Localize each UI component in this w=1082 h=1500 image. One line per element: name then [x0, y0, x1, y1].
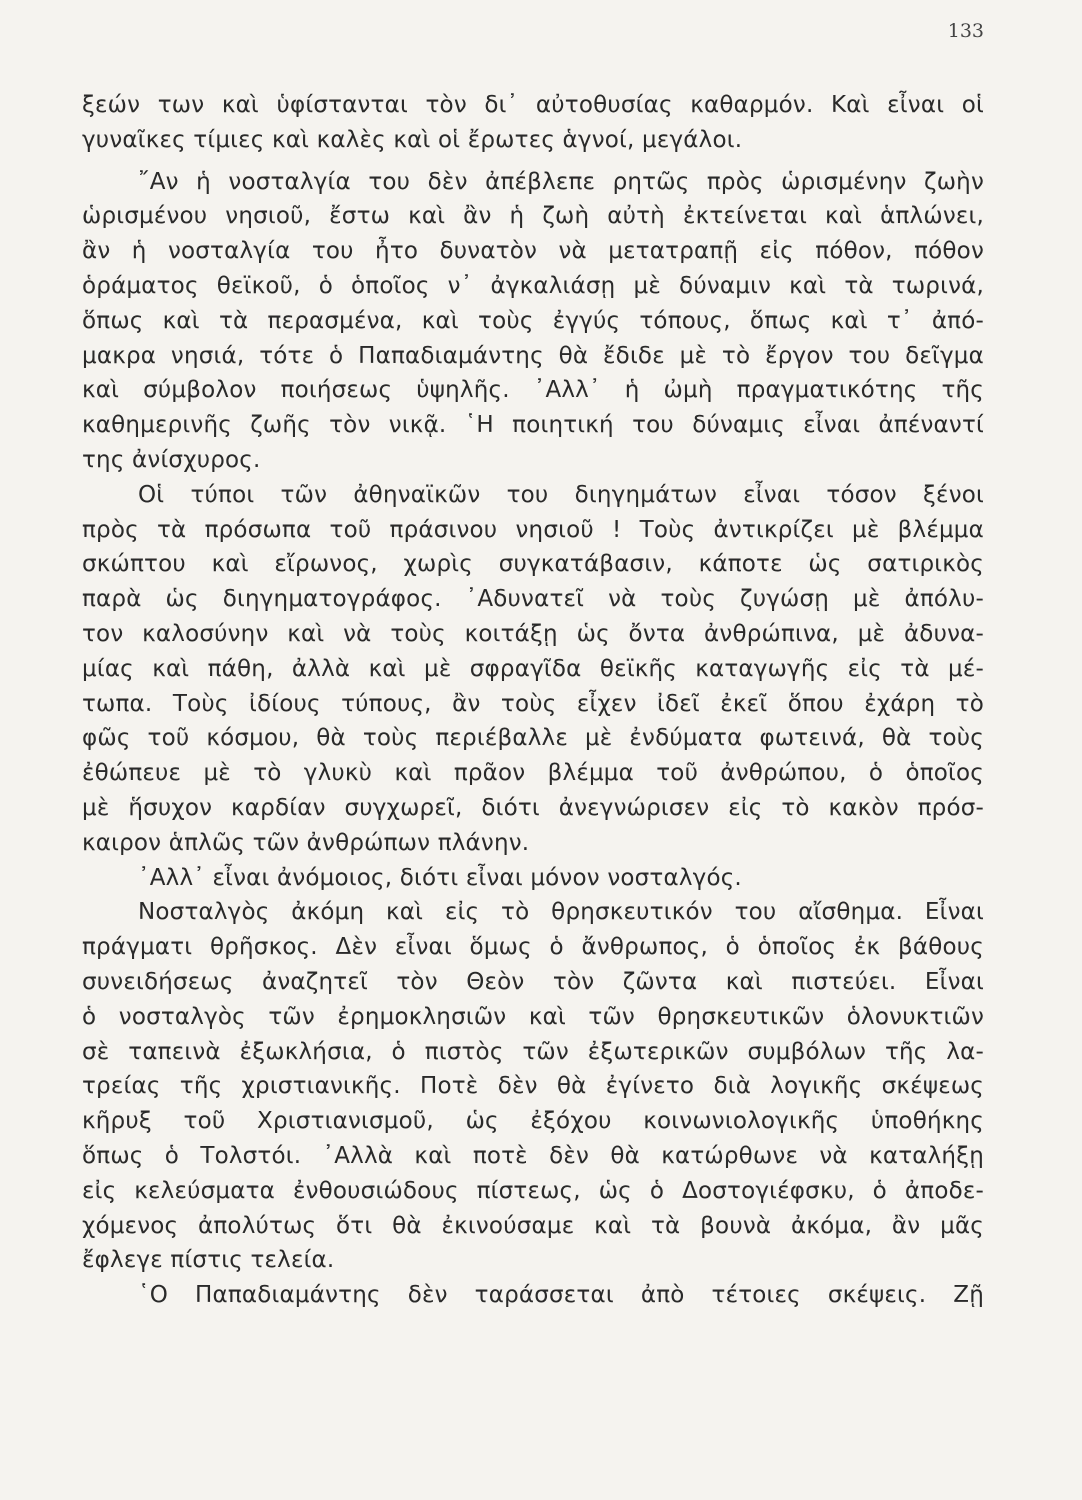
text-line: πράγματι θρῆσκος. Δὲν εἶναι ὅμως ὁ ἄνθρωπος, ὁ ὁποῖος ἐκ βάθους [82, 934, 984, 961]
text-line: ἐθώπευε μὲ τὸ γλυκὺ καὶ πρᾶον βλέμμα τοῦ ἀνθρώπου, ὁ ὁποῖος [82, 760, 984, 787]
text-line: συνειδήσεως ἀναζητεῖ τὸν Θεὸν τὸν ζῶντα καὶ πιστεύει. Εἶναι [82, 968, 984, 995]
text-line: ὁ νοσταλγὸς τῶν ἐρημοκλησιῶν καὶ τῶν θρησκευτικῶν ὁλονυκτιῶν [82, 1003, 984, 1030]
text-line: καθημερινῆς ζωῆς τὸν νικᾷ. ῾Η ποιητική του δύναμις εἶναι ἀπέναντί [82, 412, 984, 439]
text-line: Νοσταλγὸς ἀκόμη καὶ εἰς τὸ θρησκευτικόν του αἴσθημα. Εἶναι [138, 899, 984, 926]
text-line: ῾Ο Παπαδιαμάντης δὲν ταράσσεται ἀπὸ τέτοιες σκέψεις. Ζῇ [138, 1282, 984, 1309]
text-line: γυναῖκες τίμιες καὶ καλὲς καὶ οἱ ἔρωτες ἁγνοί, μεγάλοι. [82, 126, 743, 153]
text-line: φῶς τοῦ κόσμου, θὰ τοὺς περιέβαλλε μὲ ἐνδύματα φωτεινά, θὰ τοὺς [82, 725, 984, 752]
text-line: καὶ σύμβολον ποιήσεως ὑψηλῆς. ᾽Αλλ᾽ ἡ ὠμὴ πραγματικότης τῆς [82, 377, 984, 404]
text-line: σὲ ταπεινὰ ἐξωκλήσια, ὁ πιστὸς τῶν ἐξωτερικῶν συμβόλων τῆς λα- [82, 1038, 984, 1065]
text-line: μίας καὶ πάθη, ἀλλὰ καὶ μὲ σφραγῖδα θεϊκῆς καταγωγῆς εἰς τὰ μέ- [82, 655, 984, 682]
text-line: τωπα. Τοὺς ἰδίους τύπους, ἂν τοὺς εἶχεν ἰδεῖ ἐκεῖ ὅπου ἐχάρη τὸ [82, 690, 984, 717]
text-line: παρὰ ὡς διηγηματογράφος. ᾽Αδυνατεῖ νὰ τοὺς ζυγώσῃ μὲ ἀπόλυ- [82, 586, 984, 613]
text-line: τον καλοσύνην καὶ νὰ τοὺς κοιτάξῃ ὡς ὄντα ἀνθρώπινα, μὲ ἀδυνα- [82, 620, 984, 647]
text-line: πρὸς τὰ πρόσωπα τοῦ πράσινου νησιοῦ ! Τοὺς ἀντικρίζει μὲ βλέμμα [82, 516, 984, 543]
text-line: καιρον ἁπλῶς τῶν ἀνθρώπων πλάνην. [82, 829, 530, 856]
text-line: ὅπως καὶ τὰ περασμένα, καὶ τοὺς ἐγγύς τόπους, ὅπως καὶ τ᾽ ἀπό- [82, 307, 984, 334]
text-line: μακρα νησιά, τότε ὁ Παπαδιαμάντης θὰ ἔδιδε μὲ τὸ ἔργον του δεῖγμα [82, 342, 984, 369]
text-line: ἔφλεγε πίστις τελεία. [82, 1247, 335, 1274]
text-line: τρείας τῆς χριστιανικῆς. Ποτὲ δὲν θὰ ἐγίνετο διὰ λογικῆς σκέψεως [82, 1073, 984, 1100]
text-line: ἂν ἡ νοσταλγία του ἦτο δυνατὸν νὰ μετατραπῇ εἰς πόθον, πόθον [82, 238, 984, 265]
text-line: εἰς κελεύσματα ἐνθουσιώδους πίστεως, ὡς ὁ Δοστογιέφσκυ, ὁ ἀποδε- [82, 1177, 984, 1204]
text-line: μὲ ἥσυχον καρδίαν συγχωρεῖ, διότι ἀνεγνώρισεν εἰς τὸ κακὸν πρόσ- [82, 794, 984, 821]
text-line: ᾽Αλλ᾽ εἶναι ἀνόμοιος, διότι εἶναι μόνον νοσταλγός. [138, 864, 742, 891]
text-line: ξεών των καὶ ὑφίστανται τὸν δι᾽ αὐτοθυσίας καθαρμόν. Καὶ εἶναι οἱ [82, 92, 984, 118]
page-number: 133 [947, 20, 984, 42]
text-line: ὅπως ὁ Τολστόι. ᾽Αλλὰ καὶ ποτὲ δὲν θὰ κατώρθωνε νὰ καταλήξῃ [82, 1142, 984, 1169]
text-line: Οἱ τύποι τῶν ἀθηναϊκῶν του διηγημάτων εἶναι τόσον ξένοι [138, 481, 984, 508]
text-line: ῎Αν ἡ νοσταλγία του δὲν ἀπέβλεπε ρητῶς πρὸς ὡρισμένην ζωὴν [138, 168, 984, 195]
text-line: ὁράματος θεϊκοῦ, ὁ ὁποῖος ν᾽ ἀγκαλιάσῃ μὲ δύναμιν καὶ τὰ τωρινά, [82, 272, 984, 299]
text-line: ὡρισμένου νησιοῦ, ἔστω καὶ ἂν ἡ ζωὴ αὐτὴ ἐκτείνεται καὶ ἁπλώνει, [82, 203, 984, 230]
text-line: της ἀνίσχυρος. [82, 446, 261, 473]
text-line: χόμενος ἀπολύτως ὅτι θὰ ἐκινούσαμε καὶ τὰ βουνὰ ἀκόμα, ἂν μᾶς [82, 1212, 984, 1239]
text-line: κῆρυξ τοῦ Χριστιανισμοῦ, ὡς ἐξόχου κοινωνιολογικῆς ὑποθήκης [82, 1108, 984, 1135]
body-text [82, 88, 984, 1313]
text-line: σκώπτου καὶ εἴρωνος, χωρὶς συγκατάβασιν, κάποτε ὡς σατιρικὸς [82, 551, 984, 578]
